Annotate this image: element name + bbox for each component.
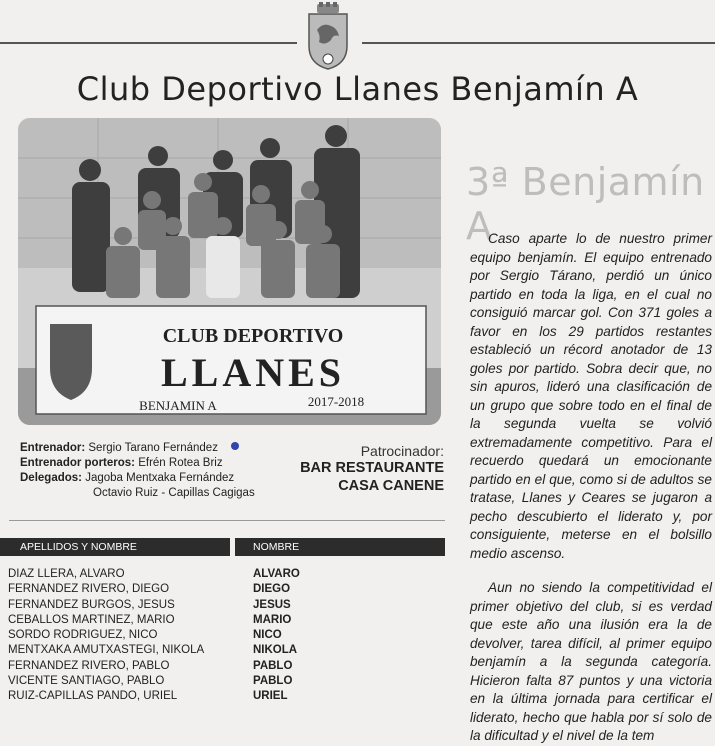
delegates-line-2 — [20, 486, 290, 501]
article-paragraph-2: Aun no siendo la competitividad el primer objetivo del club, si es verdad que este año una ilusión era la de devolver, tarea difícil, al primer equipo benjamín a la segunda categoría. Hicieron falta 87 puntos y una victoria en la última jornada para certificar el liderato, hecho que habla por sí solo de la dificultad y el nivel de la tem — [470, 580, 712, 743]
section-divider — [9, 520, 445, 521]
sponsor-name-1: BAR RESTAURANTE — [300, 460, 444, 476]
article-paragraph-1: Caso aparte lo de nuestro primer equipo benjamín. El equipo entrenado por Sergio Tárano, perdió un único partido en toda la liga, en el cual no consiguió marcar gol. Con 371 goles a favor en los 29 partidos restantes estableció un récord anotador de 13 goles por partido. Sobra decir que, no sin apuros, lideró una clasificación de un grupo que sobre todo en el final de la segunda vuelta se volvió extremadamente competitivo. Para el recuerdo quedará un emocionante partido en el que, como si de adultos se tratase, Llanes y Ceares se jugaron a pecho descubierto el liderato y, por consiguiente, meterse en el bolsillo medio ascenso. — [470, 231, 712, 561]
table-row: RUIZ-CAPILLAS PANDO, URIEL URIEL — [8, 690, 288, 703]
header-rule-left — [0, 42, 297, 44]
table-row: CEBALLOS MARTINEZ, MARIO MARIO — [8, 613, 292, 626]
gk-coach-line: Entrenador porteros: Efrén Rotea Briz — [20, 457, 223, 469]
banner-team: BENJAMIN A — [139, 398, 217, 413]
table-row: MENTXAKA AMUTXASTEGI, NIKOLA NIKOLA — [8, 644, 298, 657]
sponsor-name-2: CASA CANENE — [338, 478, 444, 494]
table-row: DIAZ LLERA, ALVARO ALVARO — [8, 568, 300, 580]
delegates-line: Delegados: Jagoba Mentxaka Fernández — [20, 472, 235, 484]
banner-season: 2017-2018 — [307, 394, 365, 409]
delegate-1: Jagoba Mentxaka Fernández — [85, 472, 235, 484]
table-row: FERNANDEZ RIVERO, PABLO PABLO — [8, 659, 293, 672]
article-body — [470, 230, 712, 746]
sponsor-label: Patrocinador: — [360, 443, 444, 459]
banner-line2: LLANES — [160, 350, 346, 395]
table-row: FERNANDEZ RIVERO, DIEGO DIEGO — [8, 583, 291, 596]
coach-line: Entrenador: Sergio Tarano Fernández — [20, 442, 218, 454]
table-header-name: NOMBRE — [235, 538, 445, 556]
table-row: SORDO RODRIGUEZ, NICO NICO — [8, 629, 282, 642]
table-header-fullname: APELLIDOS Y NOMBRE — [0, 538, 230, 556]
gk-coach-name: Efrén Rotea Briz — [138, 457, 223, 469]
header-rule-right — [362, 42, 715, 44]
table-row: FERNANDEZ BURGOS, JESUS JESUS — [8, 598, 291, 611]
banner-line1: CLUB DEPORTIVO — [162, 325, 344, 347]
team-photo — [18, 118, 441, 425]
article-heading: 3ª Benjamín A — [466, 160, 705, 248]
bullet-icon — [231, 442, 239, 450]
table-row: VICENTE SANTIAGO, PABLO PABLO — [8, 675, 293, 688]
roster-table — [0, 567, 445, 705]
page-title: Club Deportivo Llanes Benjamín A — [76, 70, 639, 108]
club-crest-icon — [303, 2, 353, 70]
sponsor-block — [296, 443, 444, 495]
staff-info — [20, 441, 290, 501]
delegate-2: Octavio Ruiz - Capillas Cagigas — [93, 487, 255, 499]
coach-name: Sergio Tarano Fernández — [88, 442, 218, 454]
